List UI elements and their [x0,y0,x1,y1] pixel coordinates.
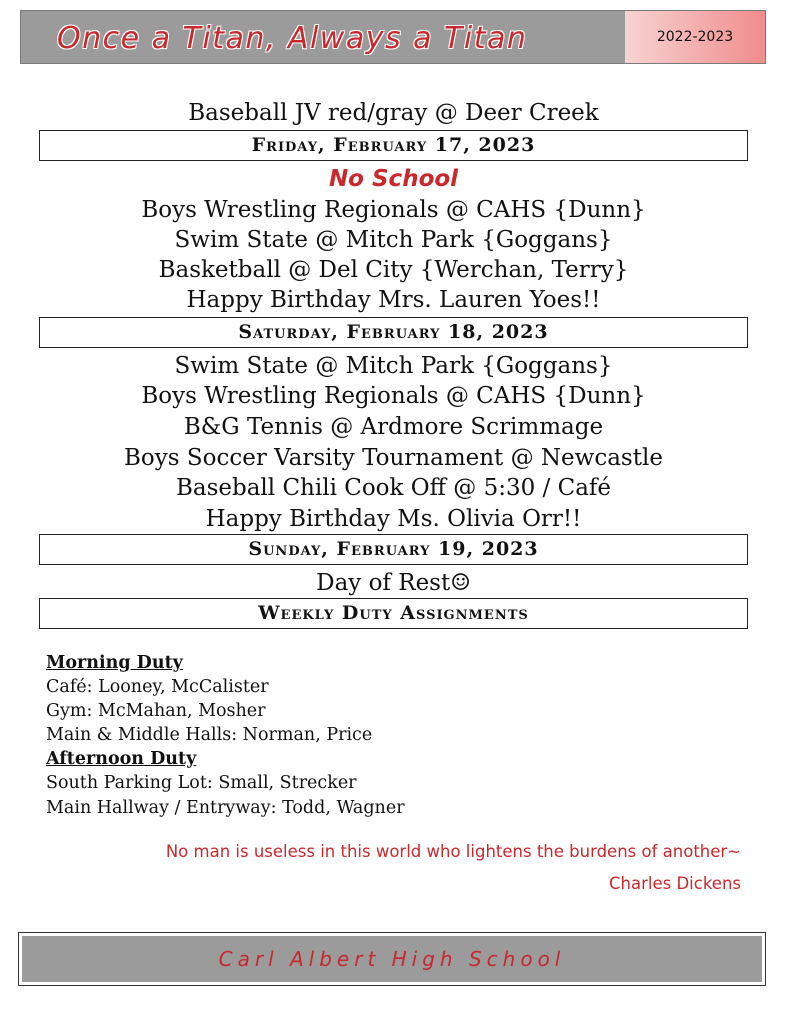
event-item: Swim State @ Mitch Park {Goggans} [174,227,613,253]
event-item: Happy Birthday Ms. Olivia Orr!! [205,506,582,532]
event-item: Basketball @ Del City {Werchan, Terry} [158,257,629,283]
date-header-friday: Friday, February 17, 2023 [39,130,748,161]
date-header-saturday: Saturday, February 18, 2023 [39,317,748,348]
footer-banner [18,932,766,986]
event-item: Day of Rest☺ [316,570,471,596]
quote-author: Charles Dickens [609,874,741,893]
no-school-note: No School [328,166,459,192]
afternoon-duty-heading: Afternoon Duty [46,749,197,769]
top-event: Baseball JV red/gray @ Deer Creek [188,100,599,126]
event-item: Boys Wrestling Regionals @ CAHS {Dunn} [141,383,646,409]
duty-assignment: Gym: McMahan, Mosher [46,701,266,721]
duty-assignment: South Parking Lot: Small, Strecker [46,773,357,793]
duty-assignment: Main Hallway / Entryway: Todd, Wagner [46,798,405,818]
event-item: B&G Tennis @ Ardmore Scrimmage [183,414,604,440]
duty-assignment: Main & Middle Halls: Norman, Price [46,725,373,745]
event-item: Baseball Chili Cook Off @ 5:30 / Café [175,475,612,501]
quote-text: No man is useless in this world who lightens the burdens of another~ [165,842,741,861]
event-item: Boys Wrestling Regionals @ CAHS {Dunn} [141,197,646,223]
newsletter-title: Once a Titan, Always a Titan [57,21,528,56]
date-header-sunday: Sunday, February 19, 2023 [39,534,748,565]
header-banner [20,10,766,64]
school-name: Carl Albert High School [22,936,762,982]
morning-duty-heading: Morning Duty [46,653,183,673]
event-item: Happy Birthday Mrs. Lauren Yoes!! [186,287,601,313]
duty-section-header: Weekly Duty Assignments [39,598,748,629]
duty-assignment: Café: Looney, McCalister [46,677,269,697]
event-item: Boys Soccer Varsity Tournament @ Newcastle [124,445,663,471]
event-item: Swim State @ Mitch Park {Goggans} [174,353,613,379]
school-year-badge: 2022-2023 [625,11,765,63]
